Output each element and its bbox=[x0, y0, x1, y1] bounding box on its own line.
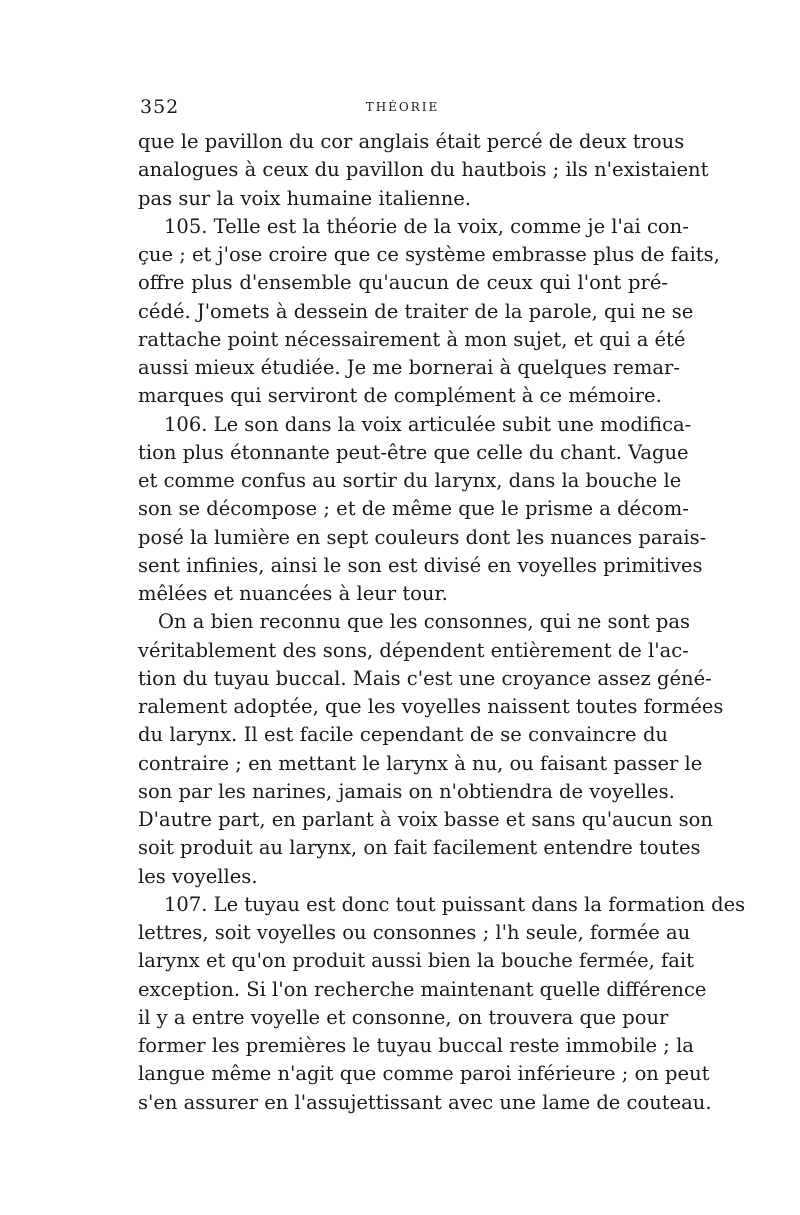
text-line: s'en assurer en l'assujettissant avec une lame de couteau. bbox=[138, 1090, 712, 1114]
text-line: analogues à ceux du pavillon du hautbois ; ils n'existaient bbox=[138, 158, 709, 182]
text-line: son se décompose ; et de même que le prisme a décom- bbox=[138, 497, 689, 521]
text-line: posé la lumière en sept couleurs dont les nuances parais- bbox=[138, 525, 707, 549]
text-line: son par les narines, jamais on n'obtiendra de voyelles. bbox=[138, 779, 675, 803]
text-line: du larynx. Il est facile cependant de se convaincre du bbox=[138, 723, 668, 747]
text-line: cédé. J'omets à dessein de traiter de la parole, qui ne se bbox=[138, 299, 694, 323]
page-header bbox=[140, 96, 665, 122]
text-line: ralement adoptée, que les voyelles naissent toutes formées bbox=[138, 695, 724, 718]
text-line: rattache point nécessairement à mon sujet, et qui a été bbox=[138, 327, 686, 351]
text-line: former les premières le tuyau buccal reste immobile ; la bbox=[138, 1034, 694, 1057]
text-line: offre plus d'ensemble qu'aucun de ceux qui l'ont pré- bbox=[138, 271, 668, 295]
text-line: sent infinies, ainsi le son est divisé en voyelles primitives bbox=[138, 553, 703, 577]
text-line: lettres, soit voyelles ou consonnes ; l'h seule, formée au bbox=[138, 921, 691, 944]
text-line: pas sur la voix humaine italienne. bbox=[138, 186, 471, 210]
text-line: véritablement des sons, dépendent entièrement de l'ac- bbox=[138, 638, 689, 662]
text-line: que le pavillon du cor anglais était percé de deux trous bbox=[138, 130, 685, 153]
text-line: il y a entre voyelle et consonne, on trouvera que pour bbox=[138, 1005, 669, 1029]
paragraph-start-107: 107. Le tuyau est donc tout puissant dans la formation des bbox=[164, 892, 746, 916]
page-number: 352 bbox=[140, 96, 180, 118]
text-line: les voyelles. bbox=[138, 864, 258, 888]
text-line: tion du tuyau buccal. Mais c'est une croyance assez géné- bbox=[138, 666, 712, 690]
text-line: exception. Si l'on recherche maintenant quelle différence bbox=[138, 977, 707, 1001]
text-line: soit produit au larynx, on fait facilement entendre toutes bbox=[138, 836, 701, 860]
text-line: D'autre part, en parlant à voix basse et sans qu'aucun son bbox=[138, 808, 713, 831]
text-line: çue ; et j'ose croire que ce système embrasse plus de faits, bbox=[138, 243, 720, 266]
running-head: THÉORIE bbox=[365, 100, 440, 114]
paragraph-start-106: 106. Le son dans la voix articulée subit une modifica- bbox=[164, 412, 692, 436]
paragraph-start-105: 105. Telle est la théorie de la voix, comme je l'ai con- bbox=[164, 214, 689, 238]
body-text bbox=[138, 128, 746, 1117]
text-line: contraire ; en mettant le larynx à nu, ou faisant passer le bbox=[138, 751, 703, 775]
text-line: larynx et qu'on produit aussi bien la bouche fermée, fait bbox=[138, 949, 694, 973]
text-line: marques qui serviront de complément à ce mémoire. bbox=[138, 384, 662, 408]
text-line: langue même n'agit que comme paroi inférieure ; on peut bbox=[138, 1062, 710, 1086]
text-line: mêlées et nuancées à leur tour. bbox=[138, 582, 448, 605]
text-line: et comme confus au sortir du larynx, dans la bouche le bbox=[138, 469, 682, 492]
paragraph-start: On a bien reconnu que les consonnes, qui ne sont pas bbox=[158, 610, 691, 634]
text-line: tion plus étonnante peut-être que celle du chant. Vague bbox=[138, 440, 689, 464]
text-line: aussi mieux étudiée. Je me bornerai à quelques remar- bbox=[138, 356, 680, 379]
